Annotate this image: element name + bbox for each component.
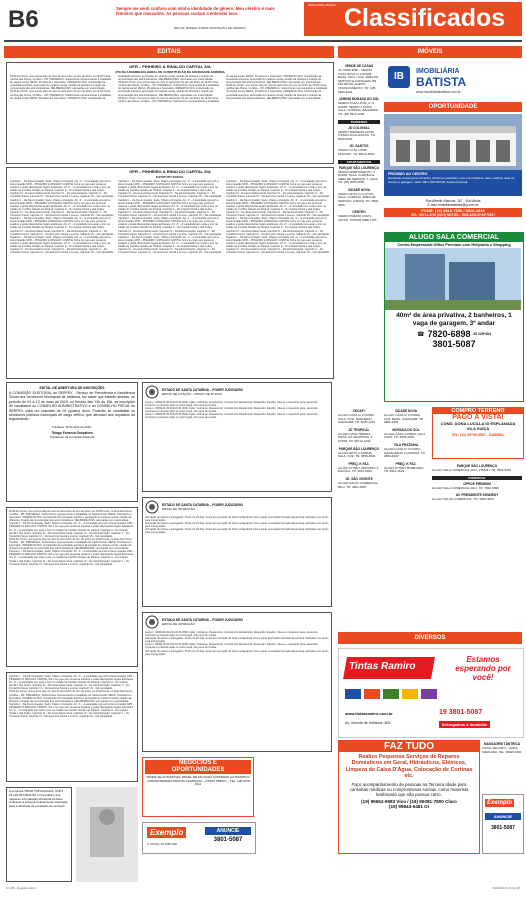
mini-notice: [6, 787, 72, 882]
tribunal-notice-1: [142, 382, 332, 492]
gpr-estatuto-text-7: Capítulo I – Da Denominação, Sede, Objeto e Duração. Art. 1º – A sociedade gira sob a denominação GPR – PINHEIRO & RINALDO CAPITAL S/A e se rege pelo presente estatuto e pelas disposições legais aplicáveis. Art. 2º – A sociedade tem sede e foro na cidade de Curitiba, Estado do Paraná. Capítulo II – Do Capital Social e das Ações. Capítulo III – Da Assembleia Geral. Capítulo IV – Da Administração. Capítulo V – Do Conselho Fiscal. Capítulo VI – Do Exercício Social e Lucros. Capítulo VII – Da Liquidação.: [118, 217, 222, 236]
legal-table-text-4: Capítulo I – Da Denominação, Sede, Objeto e Duração. Art. 1º – A sociedade gira sob a denominação GPR – PINHEIRO & RINALDO CAPITAL S/A e se rege pelo presente estatuto e pelas disposições legais aplicáveis. Art. 2º – A sociedade tem sede e foro na cidade de Curitiba, Estado do Paraná. Capítulo II – Do Capital Social e das Ações. Capítulo III – Da Assembleia Geral. Capítulo IV – Da Administração. Capítulo V – Do Conselho Fiscal. Capítulo VI – Do Exercício Social e Lucros. Capítulo VII – Da Liquidação.: [9, 550, 135, 566]
diversos-column: [482, 740, 522, 790]
anuncie-ad-1: [142, 822, 256, 854]
alugo-phone-1: 7820-6898: [427, 329, 471, 339]
gpr-estatuto-text-5: Capítulo I – Da Denominação, Sede, Objeto e Duração. Art. 1º – A sociedade gira sob a denominação GPR – PINHEIRO & RINALDO CAPITAL S/A e se rege pelo presente estatuto e pelas disposições legais aplicáveis. Art. 2º – A sociedade tem sede e foro na cidade de Curitiba, Estado do Paraná. Capítulo II – Do Capital Social e das Ações. Capítulo III – Da Assembleia Geral. Capítulo IV – Da Administração. Capítulo V – Do Conselho Fiscal. Capítulo VI – Do Exercício Social e Lucros. Capítulo VII – Da Liquidação.: [118, 180, 222, 199]
listing-text: ALUGO SALÃO COMERCIAL 80m². TR. 3801-5087: [338, 480, 378, 489]
imob-contacts: [384, 198, 522, 228]
footer-file: C1-B6 - Regular.indd 1: [6, 886, 37, 890]
gpr-ata-text-2: DATA E LOCAL: Aos quinze dias do mês de dezembro do ano de 2014, às 10:00 horas, na Rua das Flores, Curitiba – PR. PRESENÇA: Subscritores representando a totalidade do capital social. MESA: Presidente e Secretário. ORDEM DO DIA: constituição da sociedade anônima, aprovação do estatuto social, eleição da diretoria e fixação da remuneração dos administradores. DELIBERAÇÕES: aprovadas por unanimidade.: [10, 75, 214, 100]
listing-head: JD TROPICAL: [348, 427, 370, 432]
header-rule: [4, 40, 522, 42]
anuncie-label-2: ANUNCIE: [485, 813, 521, 820]
imoveis-column-2: [338, 407, 380, 627]
page-code: B6: [8, 6, 39, 33]
section-title: Classificados: [344, 4, 506, 32]
ramiro-site: www.tintasramiro.com.br: [345, 711, 393, 716]
listing-head: MORADA DO SOL: [392, 427, 420, 432]
gpr-ata-text-5: DATA E LOCAL: Aos quinze dias do mês de dezembro do ano de 2014, às 10:00 horas, na Rua das Flores, Curitiba – PR. PRESENÇA: Subscritores representando a totalidade do capital social. MESA: Presidente e Secretário. ORDEM DO DIA: constituição da sociedade anônima, aprovação do estatuto social, eleição da diretoria e fixação da remuneração dos administradores. DELIBERAÇÕES: aprovadas por unanimidade.: [226, 84, 328, 100]
gpr-estatuto-text-12: Capítulo I – Da Denominação, Sede, Objeto e Duração. Art. 1º – A sociedade gira sob a denominação GPR – PINHEIRO & RINALDO CAPITAL S/A e se rege pelo presente estatuto e pelas disposições legais aplicáveis. Art. 2º – A sociedade tem sede e foro na cidade de Curitiba, Estado do Paraná. Capítulo II – Do Capital Social e das Ações. Capítulo III – Da Assembleia Geral. Capítulo IV – Da Administração. Capítulo V – Do Conselho Fiscal. Capítulo VI – Do Exercício Social e Lucros. Capítulo VII – Da Liquidação.: [226, 235, 330, 255]
tribunal-notice-2-text: Intimação de partes e advogados. Prazo de 15 dias. Autos de execução de título extrajudicial. Fica a parte executada intimada da penhora realizada e do prazo para impugnação.: [145, 516, 329, 523]
tribunal-notice-3-text-4: Intimação de partes e advogados. Prazo de 15 dias. Autos de execução de título extrajudicial. Fica a parte executada intimada da penhora realizada e do prazo para impugnação.: [145, 649, 329, 656]
tribunal-notice-3: [142, 612, 332, 752]
property-photo: [384, 114, 522, 170]
negocios-title-2: OPORTUNIDADES: [145, 767, 251, 774]
coat-of-arms-icon: [145, 500, 159, 514]
compro-terreno-ad: [432, 407, 524, 459]
alugo-id: ID 126*404: [473, 332, 492, 336]
listing-head: CECAP I: [352, 409, 366, 413]
ramiro-name: Tintas Ramiro: [349, 661, 416, 672]
listing-text: ALUGO CASA C/ 2 DORM, SALA, COZ., BANHEIRO, GARAGEM. TR. 3035-1234: [338, 413, 375, 425]
alugo-main: 40m² de área privativa, 2 banheiros, 1 vaga de garagem, 3º andar: [396, 312, 512, 327]
listing-text: VENDO LOTE 10X25 MURADO. TR. 99112-4000: [338, 148, 375, 156]
tintas-ramiro-ad: [338, 648, 524, 738]
alugo-phone-2: 3801-5087: [432, 339, 476, 349]
listing-text: VENDO CASA NOVA, C/ 3 DORM, SENDO 1 SUÍTE, SALA, COZINHA, BANHEIRO. TR. (48) 9914-1000: [338, 101, 380, 116]
tribunal-notice-1-title: ESTADO DE SANTA CATARINA – PODER JUDICIÁRIO: [162, 388, 243, 392]
ramiro-phone: 19 3801-5087: [439, 709, 483, 716]
oportunidade-ad: [384, 114, 522, 196]
faz-tudo-subtext: Faço acompanhamento de pessoas na Terceira Idade para consultas médicas ou compromissos sociais, como motorista lembrando que não possuo carro.: [349, 781, 469, 798]
gpr-estatuto-text-8: Capítulo I – Da Denominação, Sede, Objeto e Duração. Art. 1º – A sociedade gira sob a denominação GPR – PINHEIRO & RINALDO CAPITAL S/A e se rege pelo presente estatuto e pelas disposições legais aplicáveis. Art. 2º – A sociedade tem sede e foro na cidade de Curitiba, Estado do Paraná. Capítulo II – Do Capital Social e das Ações. Capítulo III – Da Assembleia Geral. Capítulo IV – Da Administração. Capítulo V – Do Conselho Fiscal. Capítulo VI – Do Exercício Social e Lucros. Capítulo VII – Da Liquidação.: [118, 235, 222, 255]
brand-logo-icon: [421, 689, 437, 699]
coat-of-arms-icon: [145, 615, 159, 629]
ib-logo-icon: IB: [388, 66, 410, 88]
diversos-bar: DIVERSOS: [338, 632, 522, 644]
compro-phone: TEL: (11) 99705-5557 - GABRIEL: [451, 432, 505, 437]
tribunal-notice-3-text-3: Autos n. 0300123-45.2014.8.24.0030. Ação: Cobrança. Requerente: Condomínio Residencial. Requerido: Espólio. Cita-se o requerido para, querendo, contestar a presente ação no prazo legal, sob pena de revelia.: [145, 643, 319, 650]
imob-phones: FONE: (19) 3816-7936 / 3816-4334: [384, 208, 522, 213]
listing-text: ALUGO APTO 2 DORMS, SALA, COZ. TR. 3809-4000: [338, 450, 376, 459]
tribunal-notice-1-subtitle: EDITAL DE CITAÇÃO – PRAZO DE 20 DIAS: [162, 392, 222, 396]
anuncie-ad-2: [482, 794, 524, 854]
compro-text: COND. DONA LUCILLA ID ESPLANADA VILA SUÍÇA: [440, 421, 516, 431]
legal-table-block-2: [6, 672, 138, 782]
gpr-estatuto-text: Capítulo I – Da Denominação, Sede, Objeto e Duração. Art. 1º – A sociedade gira sob a denominação GPR – PINHEIRO & RINALDO CAPITAL S/A e se rege pelo presente estatuto e pelas disposições legais aplicáveis. Art. 2º – A sociedade tem sede e foro na cidade de Curitiba, Estado do Paraná. Capítulo II – Do Capital Social e das Ações. Capítulo III – Da Assembleia Geral. Capítulo IV – Da Administração. Capítulo V – Do Conselho Fiscal. Capítulo VI – Do Exercício Social e Lucros. Capítulo VII – Da Liquidação.: [10, 180, 114, 199]
coat-of-arms-icon: [145, 385, 159, 399]
topography-photo: [76, 787, 138, 882]
listing-head: JARDIM MORADA DO SOL: [338, 97, 380, 102]
negocios-title: NEGÓCIOS E: [145, 760, 251, 767]
editais-bar: EDITAIS: [4, 46, 334, 58]
quote-author: BRUCE JENNER SOBRE TRANSIÇÃO DE GÊNERO: [174, 26, 246, 30]
anuncie-label: ANUNCIE: [205, 827, 251, 835]
ramiro-tagline: Estamos esperando por você!: [455, 655, 511, 682]
listing-text: ALUGO KITNET MOBILIADO. TR. 9913-1515: [384, 465, 425, 474]
listing-text: ALUGO SALA COMERCIAL 40m². TR. 7820-6898: [432, 485, 499, 490]
edital-abertura-date: Imbituba, 30 de abril de 2015.: [52, 424, 92, 429]
gpr-estatuto-text-3: Capítulo I – Da Denominação, Sede, Objeto e Duração. Art. 1º – A sociedade gira sob a denominação GPR – PINHEIRO & RINALDO CAPITAL S/A e se rege pelo presente estatuto e pelas disposições legais aplicáveis. Art. 2º – A sociedade tem sede e foro na cidade de Curitiba, Estado do Paraná. Capítulo II – Do Capital Social e das Ações. Capítulo III – Da Assembleia Geral. Capítulo IV – Da Administração. Capítulo V – Do Conselho Fiscal. Capítulo VI – Do Exercício Social e Lucros. Capítulo VII – Da Liquidação.: [10, 217, 114, 236]
compro-title: COMPRO TERRENO: [433, 408, 523, 414]
gpr-estatuto-text-4: Capítulo I – Da Denominação, Sede, Objeto e Duração. Art. 1º – A sociedade gira sob a denominação GPR – PINHEIRO & RINALDO CAPITAL S/A e se rege pelo presente estatuto e pelas disposições legais aplicáveis. Art. 2º – A sociedade tem sede e foro na cidade de Curitiba, Estado do Paraná. Capítulo II – Do Capital Social e das Ações. Capítulo III – Da Assembleia Geral. Capítulo IV – Da Administração. Capítulo V – Do Conselho Fiscal. Capítulo VI – Do Exercício Social e Lucros. Capítulo VII – Da Liquidação.: [10, 235, 114, 255]
listing-head: PARQUE SÃO LOURENÇO: [456, 464, 498, 468]
legal-table-text-7: Capítulo I – Da Denominação, Sede, Objeto e Duração. Art. 1º – A sociedade gira sob a denominação GPR – PINHEIRO & RINALDO CAPITAL S/A e se rege pelo presente estatuto e pelas disposições legais aplicáveis. Art. 2º – A sociedade tem sede e foro na cidade de Curitiba, Estado do Paraná. Capítulo II – Do Capital Social e das Ações. Capítulo III – Da Assembleia Geral. Capítulo IV – Da Administração. Capítulo V – Do Conselho Fiscal. Capítulo VI – Do Exercício Social e Lucros. Capítulo VII – Da Liquidação.: [9, 702, 135, 719]
listing-head: OFFICE PREMIUM: [463, 481, 491, 486]
brand-logo-icon: [345, 689, 361, 699]
oportunidade-bar: OPORTUNIDADE: [384, 102, 522, 112]
edital-abertura-block: [6, 382, 138, 502]
legal-table-text-3: DATA E LOCAL: Aos quinze dias do mês de dezembro do ano de 2014, às 10:00 horas, na Rua das Flores, Curitiba – PR. PRESENÇA: Subscritores representando a totalidade do capital social. MESA: Presidente e Secretário. ORDEM DO DIA: constituição da sociedade anônima, aprovação do estatuto social, eleição da diretoria e fixação da remuneração dos administradores. DELIBERAÇÕES: aprovadas por unanimidade.: [9, 537, 133, 551]
ramiro-address: Av. Vicente de Imbituba, 805: [345, 721, 391, 725]
tribunal-notice-2-text-2: Intimação de partes e advogados. Prazo de 15 dias. Autos de execução de título extrajudicial. Fica a parte executada intimada da penhora realizada e do prazo para impugnação.: [145, 522, 329, 529]
gpr-estatuto-block: [6, 167, 334, 379]
gpr-estatuto-subtitle: ESTATUTO SOCIAL: [156, 175, 184, 179]
tribunal-notice-2: [142, 497, 332, 607]
gpr-ata-text: DATA E LOCAL: Aos quinze dias do mês de dezembro do ano de 2014, às 10:00 horas, na Rua das Flores, Curitiba – PR. PRESENÇA: Subscritores representando a totalidade do capital social. MESA: Presidente e Secretário. ORDEM DO DIA: constituição da sociedade anônima, aprovação do estatuto social, eleição da diretoria e fixação da remuneração dos administradores. DELIBERAÇÕES: aprovadas por unanimidade.: [10, 75, 112, 91]
imob-name-2: BATISTA: [416, 75, 467, 89]
tribunal-notice-2-title: ESTADO DE SANTA CATARINA – PODER JUDICIÁRIO: [162, 503, 243, 507]
tribunal-notice-3-text-2: Intimação de partes e advogados. Prazo de 15 dias. Autos de execução de título extrajudicial. Fica a parte executada intimada da penhora realizada e do prazo para impugnação.: [145, 637, 329, 644]
footer-timestamp: 30/04/2015 19:34:18: [492, 886, 520, 890]
negocios-block: [142, 757, 254, 817]
tribunal-notice-2-text-3: Intimação de partes e advogados. Prazo de 15 dias. Autos de execução de título extrajudicial. Fica a parte executada intimada da penhora realizada e do prazo para impugnação.: [145, 528, 329, 535]
exemplo-subtitle: O JORNAL DE IMBITUBA: [147, 843, 178, 846]
imob-address: Rua Alfredo Vilanova, 267 - Vila Vitória: [425, 199, 481, 203]
gpr-estatuto-text-10: Capítulo I – Da Denominação, Sede, Objeto e Duração. Art. 1º – A sociedade gira sob a denominação GPR – PINHEIRO & RINALDO CAPITAL S/A e se rege pelo presente estatuto e pelas disposições legais aplicáveis. Art. 2º – A sociedade tem sede e foro na cidade de Curitiba, Estado do Paraná. Capítulo II – Do Capital Social e das Ações. Capítulo III – Da Assembleia Geral. Capítulo IV – Da Administração. Capítulo V – Do Conselho Fiscal. Capítulo VI – Do Exercício Social e Lucros. Capítulo VII – Da Liquidação.: [226, 198, 330, 218]
listing-head: PREQ. K FAZ.: [395, 461, 417, 466]
listing-text: LOCAL SEGURO – HORA MARCADA. TEL. 99923-9911: [482, 746, 522, 754]
gpr-ata-block: [6, 62, 334, 164]
tribunal-notice-3-subtitle: EDITAL DE INTIMAÇÃO: [162, 622, 195, 626]
gpr-ata-subtitle: ATA DA ASSEMBLEIA GERAL DE CONSTITUIÇÃO DA SOCIEDADE ANÔNIMA: [115, 70, 225, 74]
opp-text: Excelente imóvel para comércio, clínica ou escritório, com 4 dormitórios, sala, cozinha, área de serviço e garagem. Valor: R$ 1.200.000,00. Aceita proposta.: [388, 176, 515, 184]
listing-text: ALUGO KITNET, PRÓXIMO À ESCOLA. TR. 9913-5050: [338, 465, 379, 474]
edital-abertura-title: EDITAL DE ABERTURA DE INSCRIÇÕES: [39, 386, 105, 390]
brand-logo-icon: [364, 689, 380, 699]
faz-tudo-ad: [338, 740, 480, 854]
ramiro-cta: Entregamos à domicílio: [439, 721, 490, 728]
listing-text: VENDO TERRENO 12X30, ÓTIMA LOCALIZAÇÃO. TR. 9932-5030: [338, 129, 376, 141]
listing-text: ALUGO CASA C/ 3 DORM, GARAGEM P/ 2 CARROS. TR. 3809-4000: [384, 446, 426, 459]
legal-table-text-6: DATA E LOCAL: Aos quinze dias do mês de dezembro do ano de 2014, às 10:00 horas, na Rua das Flores, Curitiba – PR. PRESENÇA: Subscritores representando a totalidade do capital social. MESA: Presidente e Secretário. ORDEM DO DIA: constituição da sociedade anônima, aprovação do estatuto social, eleição da diretoria e fixação da remuneração dos administradores. DELIBERAÇÕES: aprovadas por unanimidade.: [9, 690, 133, 703]
brand-logo-icon: [383, 689, 399, 699]
gpr-estatuto-text-9: Capítulo I – Da Denominação, Sede, Objeto e Duração. Art. 1º – A sociedade gira sob a denominação GPR – PINHEIRO & RINALDO CAPITAL S/A e se rege pelo presente estatuto e pelas disposições legais aplicáveis. Art. 2º – A sociedade tem sede e foro na cidade de Curitiba, Estado do Paraná. Capítulo II – Do Capital Social e das Ações. Capítulo III – Da Assembleia Geral. Capítulo IV – Da Administração. Capítulo V – Do Conselho Fiscal. Capítulo VI – Do Exercício Social e Lucros. Capítulo VII – Da Liquidação.: [226, 180, 330, 199]
header-quote: Sempre me senti confusa com minha identidade de gênero. Meu cérebro é mais feminino que masculino. As pessoas custam a entender isso.: [116, 6, 275, 16]
faz-tudo-phones: (19) 99652-9983 Vivo / (19) 99381-7800 Claro: [361, 799, 457, 805]
edital-abertura-role: Presidente da Comissão Eleitoral: [49, 434, 95, 439]
gpr-estatuto-text-11: Capítulo I – Da Denominação, Sede, Objeto e Duração. Art. 1º – A sociedade gira sob a denominação GPR – PINHEIRO & RINALDO CAPITAL S/A e se rege pelo presente estatuto e pelas disposições legais aplicáveis. Art. 2º – A sociedade tem sede e foro na cidade de Curitiba, Estado do Paraná. Capítulo II – Do Capital Social e das Ações. Capítulo III – Da Assembleia Geral. Capítulo IV – Da Administração. Capítulo V – Do Conselho Fiscal. Capítulo VI – Do Exercício Social e Lucros. Capítulo VII – Da Liquidação.: [226, 217, 330, 236]
listing-head: JD COLONIAL: [348, 125, 370, 130]
negocios-text: VENDE-SE AUTOMÓVEL PAINEL DE FACHADA SUSPENSO AUTOMATICO – COM BATEDEIRA PRONTA COMPLETA – ÓTIMO PREÇO – TEL: (48) 9978-1511: [145, 775, 251, 787]
tribunal-notice-3-title: ESTADO DE SANTA CATARINA – PODER JUDICIÁRIO: [162, 618, 243, 622]
faz-tudo-title: FAZ TUDO: [339, 741, 479, 752]
legal-table-text-2: Capítulo I – Da Denominação, Sede, Objeto e Duração. Art. 1º – A sociedade gira sob a denominação GPR – PINHEIRO & RINALDO CAPITAL S/A e se rege pelo presente estatuto e pelas disposições legais aplicáveis. Art. 2º – A sociedade tem sede e foro na cidade de Curitiba, Estado do Paraná. Capítulo II – Do Capital Social e das Ações. Capítulo III – Da Assembleia Geral. Capítulo IV – Da Administração. Capítulo V – Do Conselho Fiscal. Capítulo VI – Do Exercício Social e Lucros. Capítulo VII – Da Liquidação.: [9, 522, 135, 538]
exemplo-logo: Exemplo: [147, 827, 186, 838]
legal-table-block: [6, 507, 138, 667]
listing-text: VENDO PRÉDIO COM 3 APTOS. TRATAR 9988-7766: [338, 214, 377, 222]
legal-table-text-5: Capítulo I – Da Denominação, Sede, Objeto e Duração. Art. 1º – A sociedade gira sob a denominação GPR – PINHEIRO & RINALDO CAPITAL S/A e se rege pelo presente estatuto e pelas disposições legais aplicáveis. Art. 2º – A sociedade tem sede e foro na cidade de Curitiba, Estado do Paraná. Capítulo II – Do Capital Social e das Ações. Capítulo III – Da Assembleia Geral. Capítulo IV – Da Administração. Capítulo V – Do Conselho Fiscal. Capítulo VI – Do Exercício Social e Lucros. Capítulo VII – Da Liquidação.: [9, 675, 135, 691]
imob-email: E-mail: imobiliariabatista@ig.com.br: [427, 203, 479, 207]
listing-head: VENDE-SE CASAS: [344, 64, 374, 68]
imoveis-column-1: [338, 62, 380, 452]
anuncie-phone-2: 3801-5087: [491, 825, 515, 831]
gpr-estatuto-title: GPR – PINHEIRO & RINALDO CAPITAL S/A: [129, 169, 211, 174]
imoveis-column-3: [384, 407, 428, 627]
gpr-ata-title: GPR – PINHEIRO & RINALDO CAPITAL S/A: [129, 64, 211, 69]
category-terrenos: TERRENOS: [338, 120, 380, 124]
listing-text: JD. MORUMBI – VENDO CASA NOVA C/ 2 DORM, BANH. SALA, COZ. ÁREA DE SERVIÇO E GARAGEM. R$ 160.000,00. ACEITO FINANCIAMENTO. TR. (48) 9900-1234: [338, 68, 379, 94]
listing-text: ALUGO CASA C/ 2 DORM, COZ, BANH, GARAGEM. TR. 9981-4455: [384, 413, 424, 425]
category-apartamentos: APARTAMENTOS: [338, 160, 380, 164]
listing-head: CIDADE NOVA: [347, 187, 371, 192]
mini-notice-text: A empresa TRICE TOPOGRAFIA, CNPJ 01.234.567/0001-89, torna público que requereu à Fundação Municipal do Meio Ambiente a Licença Ambiental de Operação para a atividade de prestação de serviços.: [9, 789, 68, 809]
imob-name: IMOBILIÁRIA: [416, 68, 460, 75]
listing-head: VILA PRATINHA: [393, 442, 419, 447]
gpr-estatuto-text-2: Capítulo I – Da Denominação, Sede, Objeto e Duração. Art. 1º – A sociedade gira sob a denominação GPR – PINHEIRO & RINALDO CAPITAL S/A e se rege pelo presente estatuto e pelas disposições legais aplicáveis. Art. 2º – A sociedade tem sede e foro na cidade de Curitiba, Estado do Paraná. Capítulo II – Do Capital Social e das Ações. Capítulo III – Da Assembleia Geral. Capítulo IV – Da Administração. Capítulo V – Do Conselho Fiscal. Capítulo VI – Do Exercício Social e Lucros. Capítulo VII – Da Liquidação.: [10, 198, 114, 218]
listing-text: ALUGO CASA 3 DORM, SALA, COPA. TR. 3835-4000: [384, 431, 427, 440]
gpr-estatuto-text-6: Capítulo I – Da Denominação, Sede, Objeto e Duração. Art. 1º – A sociedade gira sob a denominação GPR – PINHEIRO & RINALDO CAPITAL S/A e se rege pelo presente estatuto e pelas disposições legais aplicáveis. Art. 2º – A sociedade tem sede e foro na cidade de Curitiba, Estado do Paraná. Capítulo II – Do Capital Social e das Ações. Capítulo III – Da Assembleia Geral. Capítulo IV – Da Administração. Capítulo V – Do Conselho Fiscal. Capítulo VI – Do Exercício Social e Lucros. Capítulo VII – Da Liquidação.: [118, 198, 222, 218]
listing-head: JD. SANTOS: [349, 144, 369, 149]
alugo-title: ALUGO SALA COMERCIAL: [385, 233, 523, 242]
tribunal-notice-1-text-3: Autos n. 0300123-45.2014.8.24.0030. Ação: Cobrança. Requerente: Condomínio Residencial. Requerido: Espólio. Cita-se o requerido para, querendo, contestar a presente ação no prazo legal, sob pena de revelia.: [145, 413, 319, 420]
newspaper-page: [4, 2, 522, 896]
listing-head: PARQUE SÃO LOURENÇO: [338, 165, 380, 170]
edital-abertura-signature: Thiago Fonseca Gonçalves: [51, 430, 93, 435]
gpr-ata-text-3: DATA E LOCAL: Aos quinze dias do mês de dezembro do ano de 2014, às 10:00 horas, na Rua das Flores, Curitiba – PR. PRESENÇA: Subscritores representando a totalidade do capital social. MESA: Presidente e Secretário. ORDEM DO DIA: constituição da sociedade anônima, aprovação do estatuto social, eleição da diretoria e fixação da remuneração dos administradores. DELIBERAÇÕES: aprovadas por unanimidade.: [118, 81, 220, 97]
listing-head: AV. PRESIDENTE KENNEDY: [455, 493, 499, 498]
header-date: SEXTA-FEIRA 1/5/2015: [308, 4, 336, 7]
listing-head: MASSAGEM TÂNTRICA: [484, 742, 520, 746]
legal-table-text: DATA E LOCAL: Aos quinze dias do mês de dezembro do ano de 2014, às 10:00 horas, na Rua das Flores, Curitiba – PR. PRESENÇA: Subscritores representando a totalidade do capital social. MESA: Presidente e Secretário. ORDEM DO DIA: constituição da sociedade anônima, aprovação do estatuto social, eleição da diretoria e fixação da remuneração dos administradores. DELIBERAÇÕES: aprovadas por unanimidade.: [9, 510, 133, 523]
office-building-photo: [385, 248, 521, 310]
imoveis-bar: IMÓVEIS: [338, 46, 522, 58]
phone-icon: ☎: [416, 331, 425, 338]
listing-head: JD. SÃO VICENTE: [345, 476, 373, 481]
compro-title-2: PAGO À VISTA!: [452, 414, 504, 421]
anuncie-phone: 3801-5087: [213, 837, 243, 843]
listing-text: VENDO APARTAMENTO, 2 DORM, SALA, COZINHA E ÁREA DE SERVIÇO, 1 VAGA. TR. (48) 3035-1590: [338, 169, 379, 185]
tribunal-notice-3-text: Autos n. 0300123-45.2014.8.24.0030. Ação: Cobrança. Requerente: Condomínio Residencial. Requerido: Espólio. Cita-se o requerido para, querendo, contestar a presente ação no prazo legal, sob pena de revelia.: [145, 631, 319, 638]
edital-abertura-text: A COMISSÃO ELEITORAL do SERPEV - Serviço de Previdência e Assistência Social dos Servidores Municipais de Imbituba, faz saber que estarão abertas, no período de 04 a 13 de maio de 2015, no horário das 13h às 19h, as inscrições de candidatos ao CONSELHO ADMINISTRATIVO e ao CONSELHO FISCAL do SERPEV, para um mandato de 04 (quatro) anos. Poderão se candidatar os servidores públicos municipais de cargo efetivo, que atendam aos requisitos do regulamento.: [9, 391, 135, 422]
alugo-subtitle: Centro Empresarial Office Premium com Heliponto e Shopping: [397, 243, 511, 247]
exemplo-logo-2: Exemplo: [487, 800, 513, 806]
listing-head: PARQUE SÃO LOURENÇO: [338, 446, 380, 451]
imobiliaria-batista-ad: [384, 62, 522, 100]
page-header: [4, 2, 522, 38]
tribunal-notice-1-text-2: Autos n. 0300123-45.2014.8.24.0030. Ação: Cobrança. Requerente: Condomínio Residencial. Requerido: Espólio. Cita-se o requerido para, querendo, contestar a presente ação no prazo legal, sob pena de revelia.: [145, 407, 319, 414]
faz-tudo-text: Realizo Pequenos Serviços de Reparos Domésticos em Geral, Hidráulicos, Elétricos, Limpeza de Caixa D'Água, Colocação de Cortinas etc.: [345, 754, 473, 780]
imob-site: www.imobiliariabatista.com.br: [416, 90, 461, 94]
listing-text: VENDO APTO C/ 3 QTOS, SALA, COZINHA, ÁREA DE SERVIÇO, 2 BANH. TR. 3809-4000: [338, 191, 379, 207]
imob-cel: CEL: 99741-4730 (24 H) NEXTEL: 7806-9290 ID 54*75817: [384, 213, 522, 217]
category-comercial: COMERCIAL: [432, 476, 522, 480]
tribunal-notice-1-text: Autos n. 0300123-45.2014.8.24.0030. Ação: Cobrança. Requerente: Condomínio Residencial. Requerido: Espólio. Cita-se o requerido para, querendo, contestar a presente ação no prazo legal, sob pena de revelia.: [145, 401, 319, 408]
imoveis-column-4: [432, 462, 522, 627]
listing-text: ALUGO SALÃO COMERCIAL. TR. 3835-4000: [432, 497, 494, 502]
listing-text: ALUGO CASA TÉRREA, PRÓX. AO SHOPPING, 2 DORM. TR. 99712-1234: [338, 431, 373, 443]
opp-caption: PRÓXIMO AO CENTRO: [388, 172, 428, 176]
listing-head: CIDADE NOVA: [394, 409, 418, 413]
gpr-ata-text-4: DATA E LOCAL: Aos quinze dias do mês de dezembro do ano de 2014, às 10:00 horas, na Rua das Flores, Curitiba – PR. PRESENÇA: Subscritores representando a totalidade do capital social. MESA: Presidente e Secretário. ORDEM DO DIA: constituição da sociedade anônima, aprovação do estatuto social, eleição da diretoria e fixação da remuneração dos administradores. DELIBERAÇÕES: aprovadas por unanimidade.: [118, 75, 322, 103]
listing-text: ALUGO SALA COMERCIAL 40m², 2 BANH. TR. 3801-5087: [432, 468, 512, 472]
paint-brands: [345, 689, 437, 699]
topography-illustration: [76, 787, 138, 882]
brand-logo-icon: [402, 689, 418, 699]
tribunal-notice-2-subtitle: EDITAL DE INTIMAÇÃO: [162, 507, 195, 511]
listing-head: CENTRO: [352, 210, 366, 215]
alugo-sala-ad: [384, 232, 524, 402]
faz-tudo-phone-3: (19) 99844-5481 Oi: [388, 804, 430, 810]
listing-head: PREQ. K FAZ.: [348, 461, 370, 466]
